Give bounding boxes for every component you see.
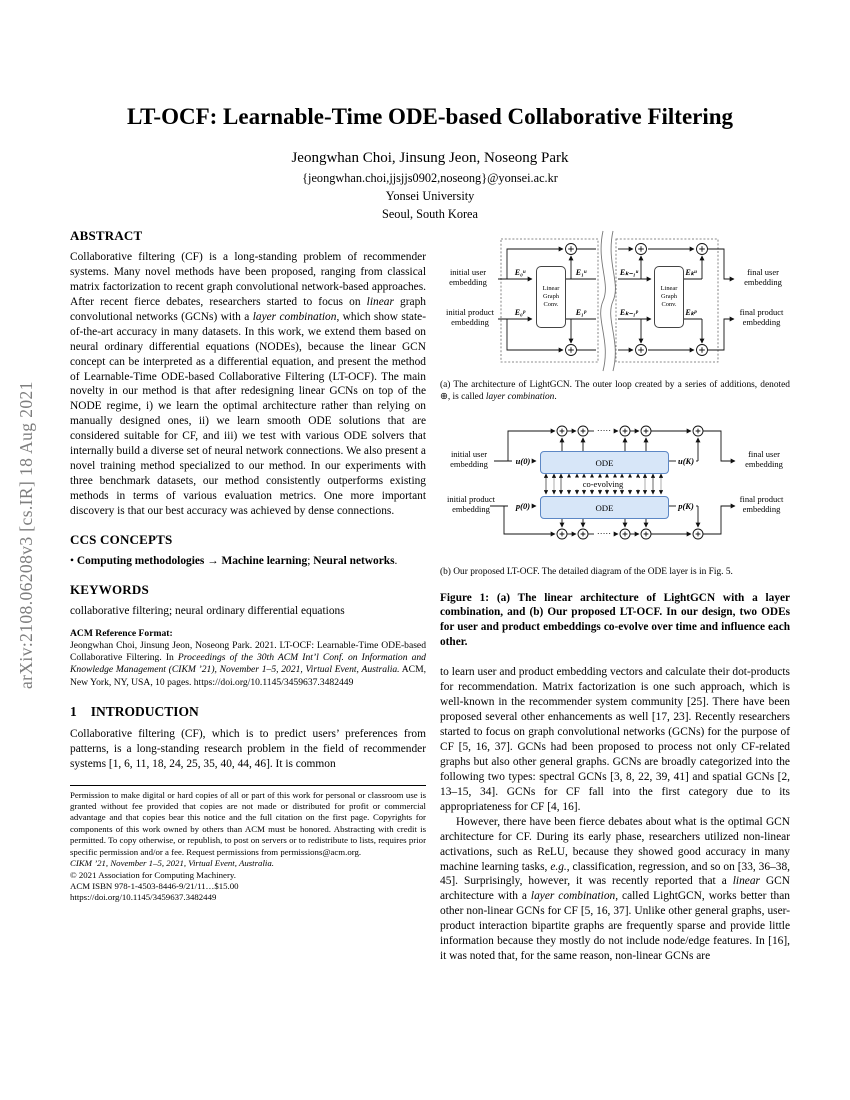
- abstract-heading: ABSTRACT: [70, 228, 143, 243]
- footnote-block: [70, 785, 426, 904]
- ode-box-user: ODE: [540, 451, 669, 474]
- e0p-label: E₀ᵖ: [514, 308, 526, 317]
- footnote-venue: CIKM ’21, November 1–5, 2021, Virtual Event, Australia.: [70, 858, 274, 869]
- plus-icon: [578, 426, 588, 436]
- ekp-label: Eₖᵖ: [685, 308, 697, 317]
- plus-icon: [697, 244, 708, 255]
- ode-box-product: ODE: [540, 496, 669, 519]
- initial-product-embedding-label: initial product embedding: [446, 307, 494, 328]
- plus-icon: [557, 426, 567, 436]
- final-user-embedding-label: final user embedding: [745, 449, 783, 470]
- pK-label: p(K): [678, 501, 694, 512]
- plus-icon: [566, 345, 577, 356]
- footnote-doi-link[interactable]: https://doi.org/10.1145/3459637.3482449: [70, 892, 217, 903]
- final-product-embedding-label: final product embedding: [739, 494, 784, 515]
- plus-icon: [620, 426, 630, 436]
- dots-top: ·····: [596, 425, 612, 436]
- left-column: [70, 228, 426, 964]
- plus-icon: [697, 345, 708, 356]
- co-evolving-label: co-evolving: [582, 479, 624, 490]
- footnote-isbn: ACM ISBN 978-1-4503-8446-9/21/11…$15.00: [70, 881, 239, 891]
- initial-product-embedding-label: initial product embedding: [447, 494, 495, 515]
- final-product-embedding-label: final product embedding: [739, 307, 784, 328]
- ek1u-label: Eₖ₋₁ᵘ: [619, 268, 639, 277]
- eku-label: Eₖᵘ: [685, 268, 697, 277]
- keywords-heading: KEYWORDS: [70, 581, 149, 597]
- layer-combination-dashed-boxes: [501, 239, 718, 362]
- affiliation-location: Seoul, South Korea: [382, 206, 478, 221]
- paper-title: LT-OCF: Learnable-Time ODE-based Collaborative Filtering: [126, 104, 734, 129]
- footnote-copyright: © 2021 Association for Computing Machinery.: [70, 869, 236, 880]
- plus-icon: [557, 529, 567, 539]
- initial-user-embedding-label: initial user embedding: [450, 449, 488, 470]
- final-user-embedding-label: final user embedding: [744, 267, 782, 288]
- body-paragraph-2: However, there have been fierce debates about what is the optimal GCN architecture for CF. During its early phase, researchers utilized non-linear activations, such as ReLU, because they showed good accuracy in many machine learning tasks, e.g., classification, regression, and so on [33, 36–38, 45]. Surprisingly, however, it was recently reported that a linear GCN architecture with a layer combination, called LightGCN, works better than other non-linear GCNs for CF [5, 16, 37]. Unlike other general graphs, user-product interaction bipartite graphs are frequently sparse and provide little information because they mostly do not include node/edge features. In [16], it was noted that, for the same reason, non-linear GCNs are: [440, 815, 790, 963]
- dots-bottom: ·····: [596, 528, 612, 539]
- author-emails: {jeongwhan.choi,jjsjjs0902,noseong}@yonsei.ac.kr: [302, 171, 558, 185]
- body-paragraph-1: to learn user and product embedding vectors and calculate their dot-products for recommendation. Matrix factorization is one such approach, which is well-known in the recommender system community [25]. There have been proposed several other enhancements as well [17, 23]. Recently researchers started to focus on graph convolutional networks (GCNs) for the purpose of CF [5, 16, 37]. GCNs had been proposed to process not only CF-related graphs but also other general graphs. GCNs are broadly categorized into the following two types: spectral GCNs [3, 8, 22, 39, 41] and spatial GCNs [2, 13–15, 34]. GCNs for CF fall into the first category due to its appropriateness for CF [4, 16].: [440, 666, 790, 813]
- section-title: INTRODUCTION: [90, 703, 199, 719]
- paper-authors: Jeongwhan Choi, Jinsung Jeon, Noseong Park: [291, 150, 569, 166]
- permission-notice: Permission to make digital or hard copies of all or part of this work for personal or classroom use is granted without fee provided that copies are not made or distributed for profit or commercial advantage and that copies bear this notice and the full citation on the first page. Copyrights for components of this work owned by others than ACM must be honored. Abstracting with credit is permitted. To copy otherwise, or republish, to post on servers or to redistribute to lists, requires prior specific permission and/or a fee. Request permissions from permissions@acm.org.: [70, 789, 426, 857]
- paper-header: [70, 104, 790, 223]
- plus-icon: [578, 529, 588, 539]
- right-column: [440, 228, 790, 964]
- ek1p-label: Eₖ₋₁ᵖ: [619, 308, 639, 317]
- plus-icon: [636, 345, 647, 356]
- affiliation: Yonsei University: [385, 188, 475, 203]
- uK-label: u(K): [677, 456, 695, 467]
- ccs-text: • Computing methodologies → Machine learning; Neural networks.: [70, 554, 398, 567]
- acm-ref-heading: ACM Reference Format:: [70, 627, 173, 639]
- figure-1b-ltocf-diagram: [440, 413, 790, 561]
- ccs-heading: CCS CONCEPTS: [70, 531, 173, 547]
- figure-1a-canvas: [440, 228, 790, 374]
- plus-icon: [566, 244, 577, 255]
- figure-1b-caption: (b) Our proposed LT-OCF. The detailed diagram of the ODE layer is in Fig. 5.: [440, 567, 733, 578]
- p0-label: p(0): [515, 501, 531, 512]
- plus-icon: [636, 244, 647, 255]
- plus-icon: [693, 529, 703, 539]
- linear-graph-conv-box-1: Linear Graph Conv.: [536, 266, 566, 328]
- continuation-break-icon: [601, 231, 616, 371]
- linear-graph-conv-box-2: Linear Graph Conv.: [654, 266, 684, 328]
- plus-icon: [641, 426, 651, 436]
- plus-icon: [641, 529, 651, 539]
- figure-1a-lightgcn-diagram: [440, 228, 790, 374]
- e1u-label: E₁ᵘ: [575, 268, 587, 277]
- section-1-heading: [70, 704, 426, 720]
- arxiv-watermark: arXiv:2108.06208v3 [cs.IR] 18 Aug 2021: [16, 381, 36, 689]
- plus-icon: [620, 529, 630, 539]
- intro-paragraph: Collaborative filtering (CF), which is to predict users’ preferences from patterns, is a long-standing research problem in the field of recommender systems [1, 6, 11, 18, 24, 25, 35, 40, 44, 46]. It is common: [70, 727, 426, 770]
- section-number: 1: [70, 703, 77, 719]
- e0u-label: E₀ᵘ: [514, 268, 526, 277]
- u0-label: u(0): [515, 456, 531, 467]
- figure-1-main-caption: Figure 1: (a) The linear architecture of LightGCN with a layer combination, and (b) Our proposed LT-OCF. In our design, two ODEs for user and product embeddings co-evolve over time and influence each other.: [440, 591, 790, 648]
- keywords-text: collaborative filtering; neural ordinary differential equations: [70, 604, 345, 617]
- abstract-text: Collaborative filtering (CF) is a long-standing problem of recommender systems. Many novel methods have been proposed, ranging from classical matrix factorization to recent graph convolutional network-based approaches. After recent fierce debates, researchers started to focus on linear graph convolutional networks (GCNs) with a layer combination, which show state-of-the-art accuracy in many datasets. In this work, we extend them based on neural ordinary differential equations (NODEs), because the linear GCN concept can be interpreted as a differential equation, and present the method of Learnable-Time ODE-based Collaborative Filtering (LT-OCF). The main novelty in our method is that after redesigning linear GCNs on top of the NODE regime, i) we learn the optimal architecture rather than relying on manually designed ones, ii) we learn smooth ODE solutions that are considered suitable for CF, and iii) we test with various ODE solvers that internally build a diverse set of neural network connections. We also present a novel training method specialized to our method. In our experiments with three benchmark datasets, our method consistently outperforms existing methods in terms of various evaluation metrics. One more important discovery is that our best accuracy was achieved by dense connections.: [70, 251, 427, 517]
- acm-ref-text: Jeongwhan Choi, Jinsung Jeon, Noseong Park. 2021. LT-OCF: Learnable-Time ODE-based Collaborative Filtering. In Proceedings of the 30th ACM Int’l Conf. on Information and Knowledge Management (CIKM ’21), November 1–5, 2021, Virtual Event, Australia. ACM, New York, NY, USA, 10 pages. https://doi.org/10.1145/3459637.3482449: [70, 639, 427, 688]
- initial-user-embedding-label: initial user embedding: [449, 267, 487, 288]
- figure-1b-canvas: [440, 413, 790, 561]
- figure-1a-caption: (a) The architecture of LightGCN. The outer loop created by a series of additions, denoted ⊕, is called layer combination.: [440, 380, 790, 403]
- plus-icon: [693, 426, 703, 436]
- e1p-label: E₁ᵖ: [575, 308, 587, 317]
- plus-sum-nodes: [566, 244, 708, 356]
